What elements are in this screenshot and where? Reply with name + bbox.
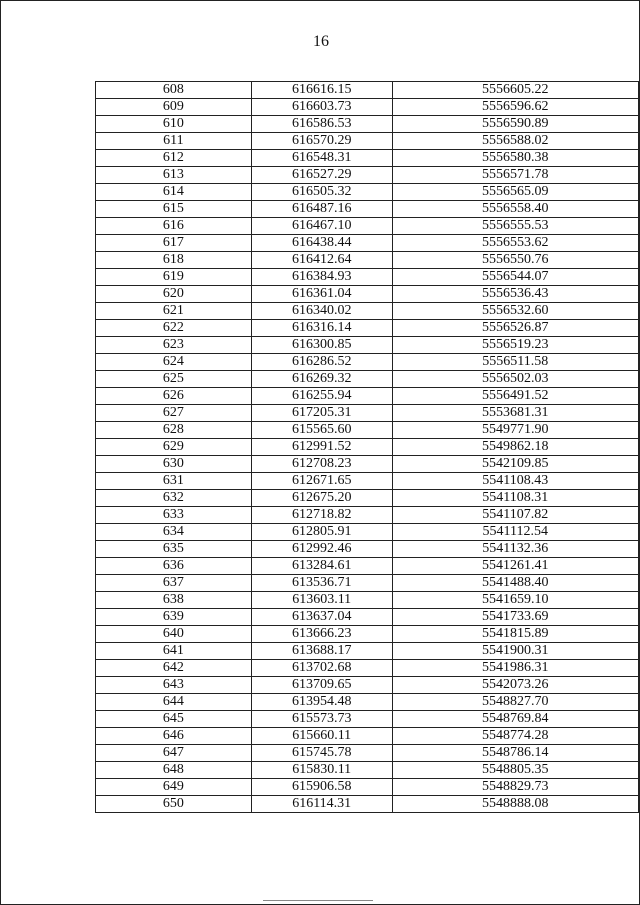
y-coordinate-cell: 5541261.41: [392, 558, 638, 575]
x-coordinate-cell: 616300.85: [251, 337, 392, 354]
x-coordinate-cell: 613666.23: [251, 626, 392, 643]
table-row: [96, 439, 639, 456]
point-number-cell: 625: [96, 371, 252, 388]
y-coordinate-cell: 5548805.35: [392, 762, 638, 779]
table-row: [96, 422, 639, 439]
point-number-cell: 644: [96, 694, 252, 711]
y-coordinate-cell: 5541108.43: [392, 473, 638, 490]
table-row: [96, 286, 639, 303]
y-coordinate-cell: 5556596.62: [392, 99, 638, 116]
point-number-cell: 626: [96, 388, 252, 405]
point-number-cell: 614: [96, 184, 252, 201]
y-coordinate-cell: 5556565.09: [392, 184, 638, 201]
point-number-cell: 618: [96, 252, 252, 269]
x-coordinate-cell: 613709.65: [251, 677, 392, 694]
y-coordinate-cell: 5541815.89: [392, 626, 638, 643]
x-coordinate-cell: 616412.64: [251, 252, 392, 269]
table-row: [96, 660, 639, 677]
y-coordinate-cell: 5549862.18: [392, 439, 638, 456]
x-coordinate-cell: 612992.46: [251, 541, 392, 558]
x-coordinate-cell: 616114.31: [251, 796, 392, 813]
y-coordinate-cell: 5553681.31: [392, 405, 638, 422]
x-coordinate-cell: 615565.60: [251, 422, 392, 439]
y-coordinate-cell: 5556502.03: [392, 371, 638, 388]
y-coordinate-cell: 5556555.53: [392, 218, 638, 235]
point-number-cell: 627: [96, 405, 252, 422]
x-coordinate-cell: 615573.73: [251, 711, 392, 728]
table-row: [96, 779, 639, 796]
x-coordinate-cell: 616603.73: [251, 99, 392, 116]
point-number-cell: 630: [96, 456, 252, 473]
point-number-cell: 609: [96, 99, 252, 116]
point-number-cell: 613: [96, 167, 252, 184]
point-number-cell: 619: [96, 269, 252, 286]
table-row: [96, 99, 639, 116]
y-coordinate-cell: 5556580.38: [392, 150, 638, 167]
point-number-cell: 616: [96, 218, 252, 235]
x-coordinate-cell: 615745.78: [251, 745, 392, 762]
point-number-cell: 624: [96, 354, 252, 371]
table-row: [96, 796, 639, 813]
y-coordinate-cell: 5548774.28: [392, 728, 638, 745]
table-row: [96, 694, 639, 711]
table-row: [96, 354, 639, 371]
y-coordinate-cell: 5556544.07: [392, 269, 638, 286]
x-coordinate-cell: 616269.32: [251, 371, 392, 388]
y-coordinate-cell: 5541986.31: [392, 660, 638, 677]
page-number: 16: [313, 33, 329, 50]
table-row: [96, 473, 639, 490]
point-number-cell: 639: [96, 609, 252, 626]
point-number-cell: 642: [96, 660, 252, 677]
y-coordinate-cell: 5556571.78: [392, 167, 638, 184]
table-row: [96, 643, 639, 660]
coordinates-table-body: [96, 82, 639, 813]
y-coordinate-cell: 5548786.14: [392, 745, 638, 762]
table-row: [96, 337, 639, 354]
x-coordinate-cell: 616616.15: [251, 82, 392, 99]
table-row: [96, 541, 639, 558]
point-number-cell: 638: [96, 592, 252, 609]
table-row: [96, 201, 639, 218]
y-coordinate-cell: 5549771.90: [392, 422, 638, 439]
x-coordinate-cell: 616340.02: [251, 303, 392, 320]
y-coordinate-cell: 5556511.58: [392, 354, 638, 371]
y-coordinate-cell: 5556526.87: [392, 320, 638, 337]
table-row: [96, 184, 639, 201]
y-coordinate-cell: 5556519.23: [392, 337, 638, 354]
table-row: [96, 405, 639, 422]
y-coordinate-cell: 5548888.08: [392, 796, 638, 813]
y-coordinate-cell: 5548827.70: [392, 694, 638, 711]
x-coordinate-cell: 613954.48: [251, 694, 392, 711]
x-coordinate-cell: 616316.14: [251, 320, 392, 337]
point-number-cell: 641: [96, 643, 252, 660]
x-coordinate-cell: 612671.65: [251, 473, 392, 490]
table-row: [96, 167, 639, 184]
point-number-cell: 611: [96, 133, 252, 150]
table-row: [96, 252, 639, 269]
y-coordinate-cell: 5541488.40: [392, 575, 638, 592]
x-coordinate-cell: 612718.82: [251, 507, 392, 524]
point-number-cell: 649: [96, 779, 252, 796]
x-coordinate-cell: 612805.91: [251, 524, 392, 541]
table-row: [96, 303, 639, 320]
y-coordinate-cell: 5556605.22: [392, 82, 638, 99]
y-coordinate-cell: 5556550.76: [392, 252, 638, 269]
point-number-cell: 650: [96, 796, 252, 813]
x-coordinate-cell: 616586.53: [251, 116, 392, 133]
x-coordinate-cell: 612991.52: [251, 439, 392, 456]
point-number-cell: 615: [96, 201, 252, 218]
point-number-cell: 617: [96, 235, 252, 252]
table-row: [96, 575, 639, 592]
table-row: [96, 745, 639, 762]
x-coordinate-cell: 615830.11: [251, 762, 392, 779]
y-coordinate-cell: 5541132.36: [392, 541, 638, 558]
x-coordinate-cell: 616438.44: [251, 235, 392, 252]
point-number-cell: 637: [96, 575, 252, 592]
x-coordinate-cell: 616505.32: [251, 184, 392, 201]
x-coordinate-cell: 616548.31: [251, 150, 392, 167]
y-coordinate-cell: 5542109.85: [392, 456, 638, 473]
point-number-cell: 622: [96, 320, 252, 337]
x-coordinate-cell: 613702.68: [251, 660, 392, 677]
table-row: [96, 558, 639, 575]
point-number-cell: 631: [96, 473, 252, 490]
point-number-cell: 610: [96, 116, 252, 133]
y-coordinate-cell: 5556532.60: [392, 303, 638, 320]
table-row: [96, 133, 639, 150]
x-coordinate-cell: 616286.52: [251, 354, 392, 371]
y-coordinate-cell: 5556536.43: [392, 286, 638, 303]
table-row: [96, 728, 639, 745]
y-coordinate-cell: 5556558.40: [392, 201, 638, 218]
table-row: [96, 507, 639, 524]
y-coordinate-cell: 5541659.10: [392, 592, 638, 609]
point-number-cell: 635: [96, 541, 252, 558]
y-coordinate-cell: 5541107.82: [392, 507, 638, 524]
x-coordinate-cell: 612708.23: [251, 456, 392, 473]
table-row: [96, 626, 639, 643]
point-number-cell: 632: [96, 490, 252, 507]
table-row: [96, 218, 639, 235]
point-number-cell: 623: [96, 337, 252, 354]
table-row: [96, 388, 639, 405]
y-coordinate-cell: 5541733.69: [392, 609, 638, 626]
point-number-cell: 608: [96, 82, 252, 99]
point-number-cell: 621: [96, 303, 252, 320]
x-coordinate-cell: 613637.04: [251, 609, 392, 626]
x-coordinate-cell: 616487.16: [251, 201, 392, 218]
x-coordinate-cell: 616527.29: [251, 167, 392, 184]
x-coordinate-cell: 613603.11: [251, 592, 392, 609]
point-number-cell: 648: [96, 762, 252, 779]
coordinates-table: [95, 81, 639, 813]
x-coordinate-cell: 616384.93: [251, 269, 392, 286]
table-row: [96, 82, 639, 99]
x-coordinate-cell: 616570.29: [251, 133, 392, 150]
x-coordinate-cell: 616361.04: [251, 286, 392, 303]
y-coordinate-cell: 5548829.73: [392, 779, 638, 796]
y-coordinate-cell: 5541112.54: [392, 524, 638, 541]
table-row: [96, 456, 639, 473]
point-number-cell: 620: [96, 286, 252, 303]
point-number-cell: 634: [96, 524, 252, 541]
table-row: [96, 116, 639, 133]
point-number-cell: 640: [96, 626, 252, 643]
point-number-cell: 647: [96, 745, 252, 762]
table-row: [96, 269, 639, 286]
point-number-cell: 629: [96, 439, 252, 456]
table-row: [96, 524, 639, 541]
scan-artifact-line: [263, 900, 373, 901]
x-coordinate-cell: 617205.31: [251, 405, 392, 422]
y-coordinate-cell: 5548769.84: [392, 711, 638, 728]
table-row: [96, 490, 639, 507]
table-row: [96, 762, 639, 779]
x-coordinate-cell: 616467.10: [251, 218, 392, 235]
x-coordinate-cell: 613284.61: [251, 558, 392, 575]
point-number-cell: 612: [96, 150, 252, 167]
point-number-cell: 646: [96, 728, 252, 745]
y-coordinate-cell: 5556553.62: [392, 235, 638, 252]
y-coordinate-cell: 5556491.52: [392, 388, 638, 405]
x-coordinate-cell: 615660.11: [251, 728, 392, 745]
table-row: [96, 320, 639, 337]
table-row: [96, 711, 639, 728]
y-coordinate-cell: 5542073.26: [392, 677, 638, 694]
point-number-cell: 636: [96, 558, 252, 575]
x-coordinate-cell: 615906.58: [251, 779, 392, 796]
point-number-cell: 645: [96, 711, 252, 728]
x-coordinate-cell: 613688.17: [251, 643, 392, 660]
y-coordinate-cell: 5541108.31: [392, 490, 638, 507]
x-coordinate-cell: 613536.71: [251, 575, 392, 592]
x-coordinate-cell: 612675.20: [251, 490, 392, 507]
point-number-cell: 633: [96, 507, 252, 524]
table-row: [96, 677, 639, 694]
table-row: [96, 371, 639, 388]
table-row: [96, 150, 639, 167]
table-row: [96, 592, 639, 609]
point-number-cell: 643: [96, 677, 252, 694]
y-coordinate-cell: 5556590.89: [392, 116, 638, 133]
y-coordinate-cell: 5541900.31: [392, 643, 638, 660]
y-coordinate-cell: 5556588.02: [392, 133, 638, 150]
x-coordinate-cell: 616255.94: [251, 388, 392, 405]
table-row: [96, 235, 639, 252]
point-number-cell: 628: [96, 422, 252, 439]
table-row: [96, 609, 639, 626]
